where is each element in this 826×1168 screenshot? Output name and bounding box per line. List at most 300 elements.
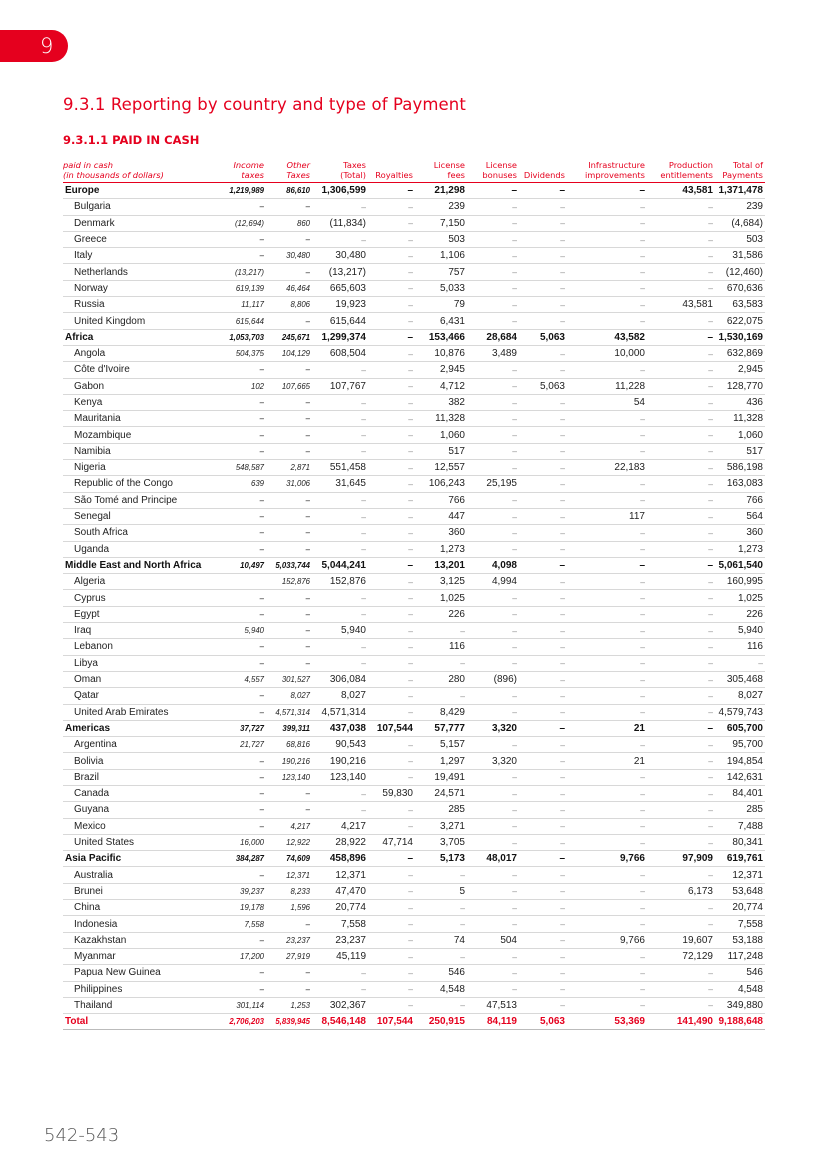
cell-prod: –	[647, 688, 715, 704]
header-income-taxes: Income taxes	[206, 160, 266, 183]
cell-license: 360	[415, 525, 467, 541]
cell-prod: –	[647, 264, 715, 280]
cell-dividends: –	[519, 851, 567, 867]
cell-royalties: 59,830	[368, 785, 415, 801]
cell-bonuses: –	[467, 818, 519, 834]
region-row	[63, 329, 765, 345]
cell-royalties: –	[368, 345, 415, 361]
cell-bonuses: –	[467, 362, 519, 378]
cell-other: 27,919	[266, 948, 312, 964]
cell-license: 766	[415, 492, 467, 508]
header-other-taxes: Other Taxes	[266, 160, 312, 183]
header-license-bonuses: License bonuses	[467, 160, 519, 183]
cell-total: 670,636	[715, 280, 765, 296]
page-numbers: 542-543	[44, 1125, 120, 1146]
cell-other: 68,816	[266, 737, 312, 753]
row-label: Cyprus	[63, 590, 206, 606]
cell-license: 226	[415, 606, 467, 622]
row-label: Bulgaria	[63, 199, 206, 215]
region-row	[63, 183, 765, 199]
cell-total: 436	[715, 394, 765, 410]
cell-taxes: 1,306,599	[312, 183, 368, 199]
cell-dividends: –	[519, 345, 567, 361]
cell-infra: –	[567, 541, 647, 557]
cell-infra: 21	[567, 720, 647, 736]
cell-royalties: –	[368, 948, 415, 964]
cell-other: 1,596	[266, 900, 312, 916]
row-label: Côte d'Ivoire	[63, 362, 206, 378]
cell-taxes: 8,546,148	[312, 1014, 368, 1030]
cell-infra: 21	[567, 753, 647, 769]
cell-total: 517	[715, 443, 765, 459]
cell-total: 1,273	[715, 541, 765, 557]
cell-infra: –	[567, 231, 647, 247]
cell-license: 447	[415, 508, 467, 524]
row-label: Argentina	[63, 737, 206, 753]
cell-license: 5,173	[415, 851, 467, 867]
cell-prod: –	[647, 231, 715, 247]
cell-other: 152,876	[266, 574, 312, 590]
country-row	[63, 704, 765, 720]
country-row	[63, 671, 765, 687]
cell-taxes: 4,217	[312, 818, 368, 834]
cell-prod: 141,490	[647, 1014, 715, 1030]
cell-infra: –	[567, 443, 647, 459]
cell-infra: –	[567, 215, 647, 231]
cell-bonuses: –	[467, 460, 519, 476]
cell-infra: –	[567, 476, 647, 492]
cell-other: 74,609	[266, 851, 312, 867]
cell-royalties: –	[368, 997, 415, 1013]
row-label: Angola	[63, 345, 206, 361]
country-row	[63, 411, 765, 427]
cell-taxes: –	[312, 231, 368, 247]
cell-total: 11,328	[715, 411, 765, 427]
cell-royalties: –	[368, 590, 415, 606]
cell-prod: –	[647, 443, 715, 459]
cell-income: 37,727	[206, 720, 266, 736]
cell-total: 564	[715, 508, 765, 524]
cell-total: 84,401	[715, 785, 765, 801]
cell-license: 11,328	[415, 411, 467, 427]
cell-royalties: –	[368, 427, 415, 443]
country-row	[63, 655, 765, 671]
country-row	[63, 541, 765, 557]
cell-dividends: –	[519, 313, 567, 329]
cell-total: 163,083	[715, 476, 765, 492]
cell-prod: –	[647, 394, 715, 410]
cell-bonuses: –	[467, 313, 519, 329]
cell-royalties: –	[368, 264, 415, 280]
cell-bonuses: –	[467, 378, 519, 394]
country-row	[63, 769, 765, 785]
cell-royalties: –	[368, 541, 415, 557]
country-row	[63, 394, 765, 410]
cell-bonuses: (896)	[467, 671, 519, 687]
row-label: Namibia	[63, 443, 206, 459]
cell-prod: 6,173	[647, 883, 715, 899]
cell-other: –	[266, 639, 312, 655]
row-label: United Arab Emirates	[63, 704, 206, 720]
header-license-fees: License fees	[415, 160, 467, 183]
cell-total: 586,198	[715, 460, 765, 476]
cell-other: 4,571,314	[266, 704, 312, 720]
cell-license: 546	[415, 965, 467, 981]
cell-prod: –	[647, 655, 715, 671]
cell-infra: –	[567, 655, 647, 671]
cell-infra: –	[567, 557, 647, 573]
cell-taxes: –	[312, 655, 368, 671]
cell-prod: –	[647, 704, 715, 720]
cell-total: 116	[715, 639, 765, 655]
cell-dividends: –	[519, 981, 567, 997]
cell-prod: 43,581	[647, 297, 715, 313]
cell-prod: –	[647, 460, 715, 476]
cell-other: –	[266, 623, 312, 639]
cell-dividends: –	[519, 362, 567, 378]
cell-income: –	[206, 688, 266, 704]
cell-license: 7,150	[415, 215, 467, 231]
row-label: Mozambique	[63, 427, 206, 443]
cell-infra: 22,183	[567, 460, 647, 476]
cell-taxes: (11,834)	[312, 215, 368, 231]
cell-royalties: –	[368, 639, 415, 655]
cell-income: –	[206, 965, 266, 981]
cell-royalties: –	[368, 231, 415, 247]
cell-prod: –	[647, 329, 715, 345]
cell-other: 1,253	[266, 997, 312, 1013]
cell-bonuses: 3,320	[467, 753, 519, 769]
cell-bonuses: –	[467, 606, 519, 622]
country-row	[63, 900, 765, 916]
row-label: Qatar	[63, 688, 206, 704]
row-label: Netherlands	[63, 264, 206, 280]
country-row	[63, 834, 765, 850]
cell-other: –	[266, 965, 312, 981]
cell-prod: –	[647, 557, 715, 573]
cell-other: 107,665	[266, 378, 312, 394]
cell-royalties: –	[368, 574, 415, 590]
cell-total: 1,060	[715, 427, 765, 443]
cell-total: 7,558	[715, 916, 765, 932]
cell-total: 12,371	[715, 867, 765, 883]
cell-royalties: –	[368, 525, 415, 541]
cell-license: 19,491	[415, 769, 467, 785]
cell-dividends: 5,063	[519, 378, 567, 394]
row-label: Asia Pacific	[63, 851, 206, 867]
cell-prod: –	[647, 215, 715, 231]
cell-income: 39,237	[206, 883, 266, 899]
cell-taxes: 302,367	[312, 997, 368, 1013]
cell-total: –	[715, 655, 765, 671]
cell-taxes: –	[312, 541, 368, 557]
cell-income: –	[206, 508, 266, 524]
row-label: Norway	[63, 280, 206, 296]
cell-license: 5	[415, 883, 467, 899]
cell-infra: 11,228	[567, 378, 647, 394]
header-royalties: Royalties	[368, 160, 415, 183]
country-row	[63, 215, 765, 231]
cell-bonuses: –	[467, 183, 519, 199]
cell-infra: –	[567, 948, 647, 964]
region-row	[63, 720, 765, 736]
cell-taxes: –	[312, 525, 368, 541]
cell-income: –	[206, 411, 266, 427]
cell-total: 20,774	[715, 900, 765, 916]
cell-income: 17,200	[206, 948, 266, 964]
row-label: Bolivia	[63, 753, 206, 769]
country-row	[63, 492, 765, 508]
header-dividends: Dividends	[519, 160, 567, 183]
country-row	[63, 606, 765, 622]
cell-prod: –	[647, 834, 715, 850]
cell-other: 8,233	[266, 883, 312, 899]
cell-royalties: –	[368, 476, 415, 492]
cell-infra: –	[567, 297, 647, 313]
cell-income: –	[206, 394, 266, 410]
cell-income: –	[206, 867, 266, 883]
cell-taxes: 665,603	[312, 280, 368, 296]
row-label: Oman	[63, 671, 206, 687]
cell-license: 3,125	[415, 574, 467, 590]
cell-royalties: 107,544	[368, 1014, 415, 1030]
cell-bonuses: –	[467, 948, 519, 964]
cell-income: 7,558	[206, 916, 266, 932]
cell-income: –	[206, 655, 266, 671]
cell-dividends: –	[519, 215, 567, 231]
cell-total: 349,880	[715, 997, 765, 1013]
cell-prod: –	[647, 378, 715, 394]
cell-license: –	[415, 900, 467, 916]
cell-dividends: –	[519, 460, 567, 476]
cell-royalties: –	[368, 671, 415, 687]
cell-bonuses: –	[467, 981, 519, 997]
cell-taxes: 45,119	[312, 948, 368, 964]
row-label: Mexico	[63, 818, 206, 834]
cell-license: –	[415, 997, 467, 1013]
cell-license: 382	[415, 394, 467, 410]
cell-infra: –	[567, 492, 647, 508]
cell-royalties: –	[368, 688, 415, 704]
cell-other: –	[266, 541, 312, 557]
cell-prod: –	[647, 997, 715, 1013]
cell-prod: –	[647, 313, 715, 329]
cell-taxes: 551,458	[312, 460, 368, 476]
cell-license: 1,060	[415, 427, 467, 443]
cell-bonuses: –	[467, 704, 519, 720]
cell-license: 1,025	[415, 590, 467, 606]
cell-license: –	[415, 948, 467, 964]
cell-bonuses: –	[467, 867, 519, 883]
cell-infra: 9,766	[567, 932, 647, 948]
header-total-payments: Total of Payments	[715, 160, 765, 183]
cell-total: 766	[715, 492, 765, 508]
cell-infra: –	[567, 639, 647, 655]
cell-total: 1,530,169	[715, 329, 765, 345]
cell-prod: –	[647, 492, 715, 508]
cell-bonuses: 25,195	[467, 476, 519, 492]
cell-infra: –	[567, 362, 647, 378]
country-row	[63, 264, 765, 280]
cell-income: 384,287	[206, 851, 266, 867]
row-label: Uganda	[63, 541, 206, 557]
header-production: Production entitlements	[647, 160, 715, 183]
cell-total: 5,061,540	[715, 557, 765, 573]
country-row	[63, 362, 765, 378]
cell-dividends: –	[519, 248, 567, 264]
cell-total: 95,700	[715, 737, 765, 753]
cell-income: –	[206, 981, 266, 997]
cell-other: –	[266, 785, 312, 801]
row-label: Gabon	[63, 378, 206, 394]
cell-total: 1,025	[715, 590, 765, 606]
cell-prod: –	[647, 867, 715, 883]
cell-infra: –	[567, 574, 647, 590]
cell-prod: 72,129	[647, 948, 715, 964]
cell-total: 305,468	[715, 671, 765, 687]
cell-total: 2,945	[715, 362, 765, 378]
cell-other: –	[266, 362, 312, 378]
country-row	[63, 525, 765, 541]
cell-bonuses: –	[467, 297, 519, 313]
row-label: Brunei	[63, 883, 206, 899]
cell-taxes: –	[312, 965, 368, 981]
cell-prod: –	[647, 427, 715, 443]
cell-taxes: 306,084	[312, 671, 368, 687]
country-row	[63, 623, 765, 639]
cell-other: –	[266, 981, 312, 997]
cell-dividends: –	[519, 720, 567, 736]
cell-infra: –	[567, 671, 647, 687]
cell-license: 21,298	[415, 183, 467, 199]
cell-bonuses: 3,489	[467, 345, 519, 361]
cell-license: 8,429	[415, 704, 467, 720]
cell-other: –	[266, 655, 312, 671]
cell-dividends: –	[519, 671, 567, 687]
cell-infra: –	[567, 785, 647, 801]
cell-license: –	[415, 655, 467, 671]
cell-dividends: –	[519, 199, 567, 215]
cell-other: –	[266, 492, 312, 508]
cell-taxes: 8,027	[312, 688, 368, 704]
row-label: Russia	[63, 297, 206, 313]
cell-total: 117,248	[715, 948, 765, 964]
cell-total: 1,371,478	[715, 183, 765, 199]
cell-income: 16,000	[206, 834, 266, 850]
cell-other: 245,671	[266, 329, 312, 345]
section-title: 9.3.1 Reporting by country and type of Payment	[63, 95, 466, 114]
cell-taxes: 458,896	[312, 851, 368, 867]
cell-other: 5,033,744	[266, 557, 312, 573]
cell-royalties: –	[368, 606, 415, 622]
cell-taxes: 608,504	[312, 345, 368, 361]
cell-royalties: 107,544	[368, 720, 415, 736]
cell-prod: –	[647, 248, 715, 264]
cell-taxes: 12,371	[312, 867, 368, 883]
cell-royalties: –	[368, 394, 415, 410]
cell-total: 53,188	[715, 932, 765, 948]
cell-income: –	[206, 932, 266, 948]
cell-total: 4,548	[715, 981, 765, 997]
cell-prod: –	[647, 199, 715, 215]
cell-total: 546	[715, 965, 765, 981]
cell-royalties: –	[368, 297, 415, 313]
cell-license: 3,271	[415, 818, 467, 834]
cell-royalties: –	[368, 329, 415, 345]
country-row	[63, 932, 765, 948]
cell-taxes: –	[312, 443, 368, 459]
cell-infra: –	[567, 997, 647, 1013]
cell-license: 4,548	[415, 981, 467, 997]
cell-dividends: –	[519, 411, 567, 427]
cell-other: 46,464	[266, 280, 312, 296]
cell-income: –	[206, 427, 266, 443]
cell-income: 639	[206, 476, 266, 492]
cell-dividends: –	[519, 769, 567, 785]
cell-income: –	[206, 248, 266, 264]
chapter-tab	[0, 30, 68, 62]
cell-other: 8,806	[266, 297, 312, 313]
cell-dividends: –	[519, 753, 567, 769]
cell-license: 106,243	[415, 476, 467, 492]
cell-license: 4,712	[415, 378, 467, 394]
cell-dividends: –	[519, 427, 567, 443]
row-label: Egypt	[63, 606, 206, 622]
cell-license: –	[415, 867, 467, 883]
cell-license: 116	[415, 639, 467, 655]
cell-infra: –	[567, 313, 647, 329]
country-row	[63, 981, 765, 997]
cell-income: –	[206, 525, 266, 541]
cell-bonuses: 84,119	[467, 1014, 519, 1030]
row-label: Philippines	[63, 981, 206, 997]
cell-other: –	[266, 443, 312, 459]
cell-income: (12,694)	[206, 215, 266, 231]
cell-infra: –	[567, 965, 647, 981]
cell-other: 860	[266, 215, 312, 231]
cell-income: 21,727	[206, 737, 266, 753]
cell-license: 5,033	[415, 280, 467, 296]
cell-other: –	[266, 590, 312, 606]
cell-taxes: 152,876	[312, 574, 368, 590]
cell-prod: –	[647, 916, 715, 932]
cell-infra: –	[567, 802, 647, 818]
row-label: Myanmar	[63, 948, 206, 964]
cell-dividends: –	[519, 834, 567, 850]
cell-taxes: 23,237	[312, 932, 368, 948]
cell-license: 503	[415, 231, 467, 247]
cell-total: 128,770	[715, 378, 765, 394]
row-label: Lebanon	[63, 639, 206, 655]
cell-taxes: –	[312, 394, 368, 410]
cell-other: –	[266, 508, 312, 524]
cell-infra: –	[567, 818, 647, 834]
country-row	[63, 802, 765, 818]
cell-prod: –	[647, 590, 715, 606]
country-row	[63, 460, 765, 476]
row-label: Denmark	[63, 215, 206, 231]
cell-bonuses: –	[467, 427, 519, 443]
cell-dividends: –	[519, 623, 567, 639]
cell-infra: –	[567, 590, 647, 606]
cell-dividends: –	[519, 802, 567, 818]
cell-taxes: 90,543	[312, 737, 368, 753]
cell-total: 622,075	[715, 313, 765, 329]
cell-dividends: –	[519, 508, 567, 524]
country-row	[63, 867, 765, 883]
cell-license: 13,201	[415, 557, 467, 573]
cell-other: 30,480	[266, 248, 312, 264]
